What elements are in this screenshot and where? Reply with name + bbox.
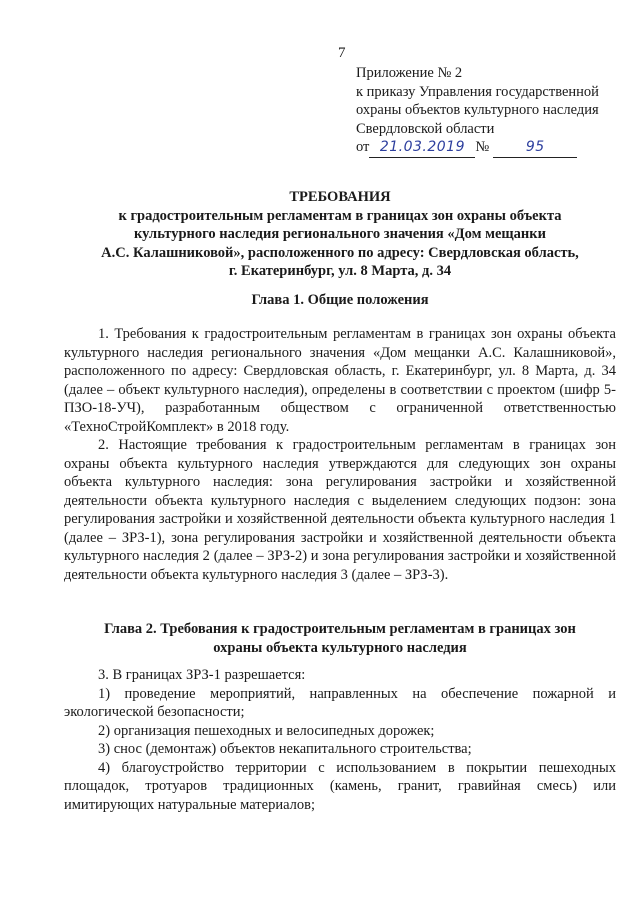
chapter-1-heading: [60, 291, 620, 310]
title-line: к градостроительным регламентам в границах зон охраны объекта: [118, 207, 562, 224]
list-item: 1) проведение мероприятий, направленных на обеспечение пожарной и экологической безопасности;: [64, 685, 616, 720]
number-label: №: [475, 139, 490, 155]
appendix-line: Свердловской области: [356, 120, 495, 137]
paragraph: 1. Требования к градостроительным регламентам в границах зон охраны объекта культурного наследия регионального значения «Дом мещанки А.С. Калашниковой», расположенного по адресу: Свердловская область, г. Екатеринбург, ул. 8 Марта, д. 34 (далее – объект культурного наследия), определены в соответствии с проектом (шифр 5-ПЗО-18-УЧ), разработанным обществом с ограниченной ответственностью «ТехноСтройКомплект» в 2018 году.: [64, 326, 616, 435]
chapter-heading-text: Глава 2. Требования к градостроительным регламентам в границах зон: [104, 621, 576, 637]
title-line: ТРЕБОВАНИЯ: [289, 189, 391, 205]
title-line: г. Екатеринбург, ул. 8 Марта, д. 34: [228, 263, 452, 279]
list-item: 4) благоустройство территории с использованием в покрытии пешеходных площадок, тротуаров традиционных (камень, гранит, гравийная смесь) или имитирующих натуральные материалов;: [64, 759, 616, 813]
list-item: 2) организация пешеходных и велосипедных дорожек;: [98, 722, 435, 739]
paragraph: 2. Настоящие требования к градостроительным регламентам в границах зон охраны объекта культурного наследия утверждаются для следующих зон охраны объекта культурного наследия: зона регулирования застройки и хозяйственной деятельности объекта культурного наследия с выделением следующих подзон: зона регулирования застройки и хозяйственной деятельности объекта культурного наследия 1 (далее – ЗРЗ-1), зона регулирования застройки и хозяйственной деятельности объекта культурного наследия 2 (далее – ЗРЗ-2) и зона регулирования застройки и хозяйственной деятельности объекта культурного наследия 3 (далее – ЗРЗ-3).: [64, 437, 616, 583]
chapter-heading-text: охраны объекта культурного наследия: [213, 639, 467, 656]
appendix-line: к приказу Управления государственной: [356, 83, 599, 100]
paragraph: 3. В границах ЗРЗ-1 разрешается:: [98, 667, 306, 683]
handwritten-number: 95: [493, 138, 577, 158]
date-prefix: от: [356, 139, 370, 155]
chapter-1-body: [64, 325, 616, 584]
appendix-line: Приложение № 2: [356, 65, 463, 81]
chapter-2-body: [64, 666, 616, 814]
chapter-2-heading: [60, 620, 620, 657]
list-item: 3) снос (демонтаж) объектов некапитального строительства;: [98, 741, 472, 757]
handwritten-date: 21.03.2019: [369, 138, 475, 158]
page-number: 7: [338, 45, 346, 61]
order-date-number-line: [356, 138, 626, 158]
appendix-line: охраны объектов культурного наследия: [356, 102, 599, 118]
title-line: культурного наследия регионального значения «Дом мещанки: [134, 226, 546, 242]
chapter-heading-text: Глава 1. Общие положения: [251, 292, 429, 308]
appendix-block: [356, 64, 626, 158]
document-title: [60, 188, 620, 281]
title-line: А.С. Калашниковой», расположенного по адресу: Свердловская область,: [101, 244, 579, 261]
